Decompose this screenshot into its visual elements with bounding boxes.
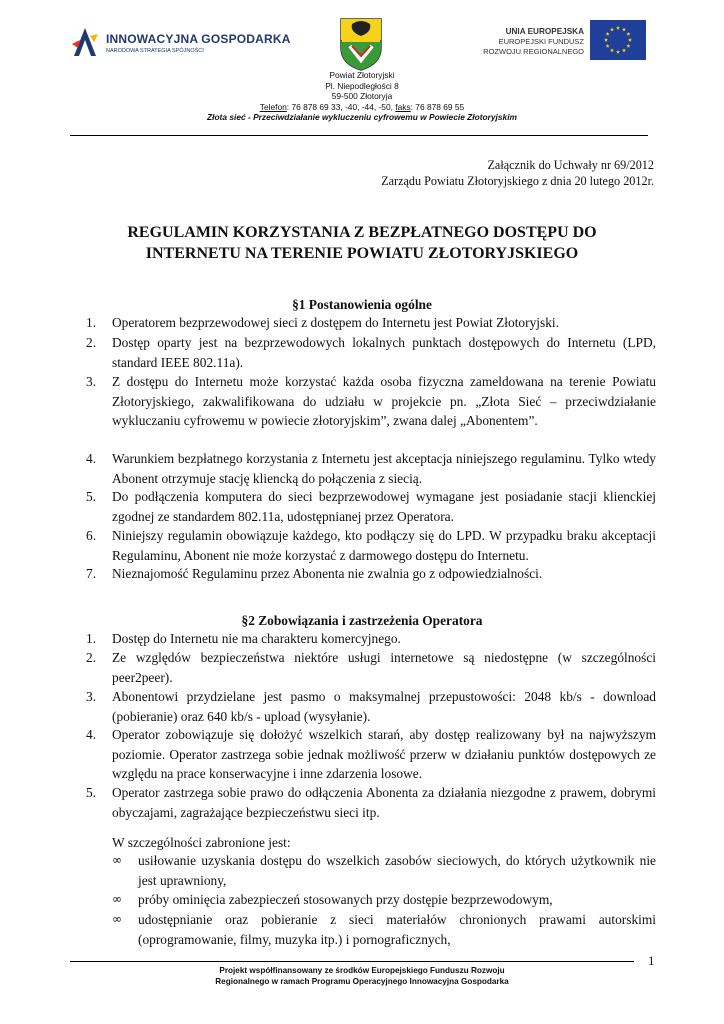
bullet-text: próby ominięcia zabezpieczeń stosowanych przy dostępie bezprzewodowym, bbox=[138, 892, 553, 907]
prohibited-intro: W szczególności zabronione jest: bbox=[112, 835, 291, 850]
list-item bbox=[86, 333, 656, 372]
item-text: Operatorem bezprzewodowej sieci z dostępem do Internetu jest Powiat Złotoryjski. bbox=[112, 315, 559, 330]
list-item bbox=[86, 313, 656, 333]
infinity-bullet-icon: ∞ bbox=[112, 892, 122, 906]
item-number: 2. bbox=[86, 650, 97, 665]
footer-line1: Projekt współfinansowany ze środków Europejskiego Funduszu Rozwoju bbox=[219, 966, 505, 975]
logo-name: INNOWACYJNA GOSPODARKA bbox=[106, 32, 291, 46]
header-divider bbox=[70, 135, 648, 136]
item-number: 6. bbox=[86, 528, 97, 543]
item-number: 3. bbox=[86, 689, 97, 704]
item-number: 5. bbox=[86, 489, 97, 504]
list-item bbox=[86, 449, 656, 488]
list-item bbox=[86, 687, 656, 726]
bullet-item bbox=[112, 851, 656, 890]
address-line1: Powiat Złotoryjski bbox=[329, 70, 395, 80]
footer-line2: Regionalnego w ramach Programu Operacyjnego Innowacyjna Gospodarka bbox=[215, 977, 509, 986]
logo-tagline: NARODOWA STRATEGIA SPÓJNOŚCI bbox=[106, 48, 204, 54]
item-text: Z dostępu do Internetu może korzystać każda osoba fizyczna zameldowana na terenie Powiatu Złotoryjskiego, zakwalifikowana do udziału w projekcie pn. „Złota Sieć – przeciwdziałanie wykluczaniu cyfrowemu w powiecie złotoryjskim”, zwana dalej „Abonentem”. bbox=[112, 374, 656, 428]
list-item bbox=[86, 725, 656, 784]
page-number: 1 bbox=[648, 953, 655, 968]
list-item bbox=[86, 526, 656, 565]
item-text: Operator zobowiązuje się dołożyć wszelkich starań, aby dostęp realizowany był na najwyższym poziomie. Operator zastrzega sobie jednak możliwość przerw w działaniu punktów dostępowych ze względu na prace konserwacyjne i inne zdarzenia losowe. bbox=[112, 727, 656, 781]
fax-number: : 76 878 69 55 bbox=[410, 101, 465, 112]
title-line2: INTERNETU NA TERENIE POWIATU ZŁOTORYJSKIEGO bbox=[145, 245, 579, 262]
phone-label: Telefon bbox=[259, 101, 287, 112]
bullet-text: usiłowanie uzyskania dostępu do wszelkich zasobów sieciowych, do których użytkownik nie jest uprawniony, bbox=[138, 853, 656, 888]
footer-note bbox=[0, 965, 724, 987]
item-text: Dostęp do Internetu nie ma charakteru komercyjnego. bbox=[112, 631, 401, 646]
list-item bbox=[86, 629, 656, 649]
item-text: Do podłączenia komputera do sieci bezprzewodowej wymagane jest posiadanie stacji klienckiej zgodnej ze standardem 802.11a, udostępnianej przez Operatora. bbox=[112, 489, 656, 524]
phone-number: : 76 878 69 33, -40, -44, -50, bbox=[286, 101, 396, 112]
bullet-text: udostępnianie oraz pobieranie z sieci materiałów chronionych prawami autorskimi (oprogramowanie, filmy, muzyka itp.) i pornograficznych, bbox=[138, 912, 656, 947]
item-text: Nieznajomość Regulaminu przez Abonenta nie zwalnia go z odpowiedzialności. bbox=[112, 566, 543, 581]
item-number: 3. bbox=[86, 374, 97, 389]
fax-label: faks bbox=[395, 101, 411, 112]
section2-heading: §2 Zobowiązania i zastrzeżenia Operatora bbox=[241, 613, 483, 628]
list-item bbox=[86, 564, 656, 584]
eu-flag-icon bbox=[590, 20, 646, 60]
item-number: 5. bbox=[86, 785, 97, 800]
attachment-note bbox=[254, 157, 654, 189]
list-item bbox=[86, 372, 656, 431]
section1-heading: §1 Postanowienia ogólne bbox=[292, 297, 432, 312]
list-item bbox=[86, 783, 656, 822]
item-text: Dostęp oparty jest na bezprzewodowych lokalnych punktach dostępowych do Internetu (LPD, standard IEEE 802.11a). bbox=[112, 335, 656, 370]
project-name: Złota sieć - Przeciwdziałanie wykluczeniu cyfrowemu w Powiecie Złotoryjskim bbox=[207, 112, 517, 122]
eu-label bbox=[444, 27, 584, 57]
item-number: 4. bbox=[86, 451, 97, 466]
title-line1: REGULAMIN KORZYSTANIA Z BEZPŁATNEGO DOSTĘPU DO bbox=[127, 224, 597, 241]
infinity-bullet-icon: ∞ bbox=[112, 912, 122, 926]
bullet-item bbox=[112, 890, 656, 910]
item-text: Warunkiem bezpłatnego korzystania z Internetu jest akceptacja niniejszego regulaminu. Tylko wtedy Abonent otrzymuje stację kliencką do połączenia z siecią. bbox=[112, 451, 656, 486]
list-item bbox=[86, 648, 656, 687]
address-line2: Pl. Niepodległości 8 bbox=[325, 80, 399, 91]
eu-line1: UNIA EUROPEJSKA bbox=[505, 27, 584, 36]
item-text: Niniejszy regulamin obowiązuje każdego, kto podłączy się do LPD. W przypadku braku akceptacji Regulaminu, Abonent nie może korzystać z darmowego dostępu do Internetu. bbox=[112, 528, 656, 563]
attachment-line2: Zarządu Powiatu Złotoryjskiego z dnia 20 lutego 2012r. bbox=[381, 174, 654, 188]
list-item bbox=[86, 487, 656, 526]
document-title bbox=[60, 222, 664, 264]
innovative-economy-logo-icon bbox=[70, 26, 100, 60]
bullet-item bbox=[112, 910, 656, 949]
item-text: Ze względów bezpieczeństwa niektóre usługi internetowe są niedostępne (w szczególności peer2peer). bbox=[112, 650, 656, 685]
item-text: Operator zastrzega sobie prawo do odłączenia Abonenta za działania niezgodne z prawem, dobrymi obyczajami, zagrażające bezpieczeństwu sieci itp. bbox=[112, 785, 656, 820]
county-coat-of-arms-icon bbox=[338, 16, 384, 72]
contact-line bbox=[0, 102, 724, 113]
attachment-line1: Załącznik do Uchwały nr 69/2012 bbox=[487, 158, 654, 172]
address-line3: 59-500 Złotoryja bbox=[331, 91, 393, 101]
item-number: 7. bbox=[86, 566, 97, 581]
item-text: Abonentowi przydzielane jest pasmo o maksymalnej przepustowości: 2048 kb/s - download (pobieranie) oraz 640 kb/s - upload (wysyłanie). bbox=[112, 689, 656, 724]
innovative-economy-logo bbox=[70, 24, 291, 64]
address-block bbox=[0, 70, 724, 123]
footer-divider bbox=[70, 961, 634, 962]
item-number: 4. bbox=[86, 727, 97, 742]
item-number: 1. bbox=[86, 315, 97, 330]
eu-line2: EUROPEJSKI FUNDUSZ bbox=[498, 37, 584, 46]
item-number: 1. bbox=[86, 631, 97, 646]
infinity-bullet-icon: ∞ bbox=[112, 853, 122, 867]
eu-line3: ROZWOJU REGIONALNEGO bbox=[483, 47, 584, 56]
item-number: 2. bbox=[86, 335, 97, 350]
